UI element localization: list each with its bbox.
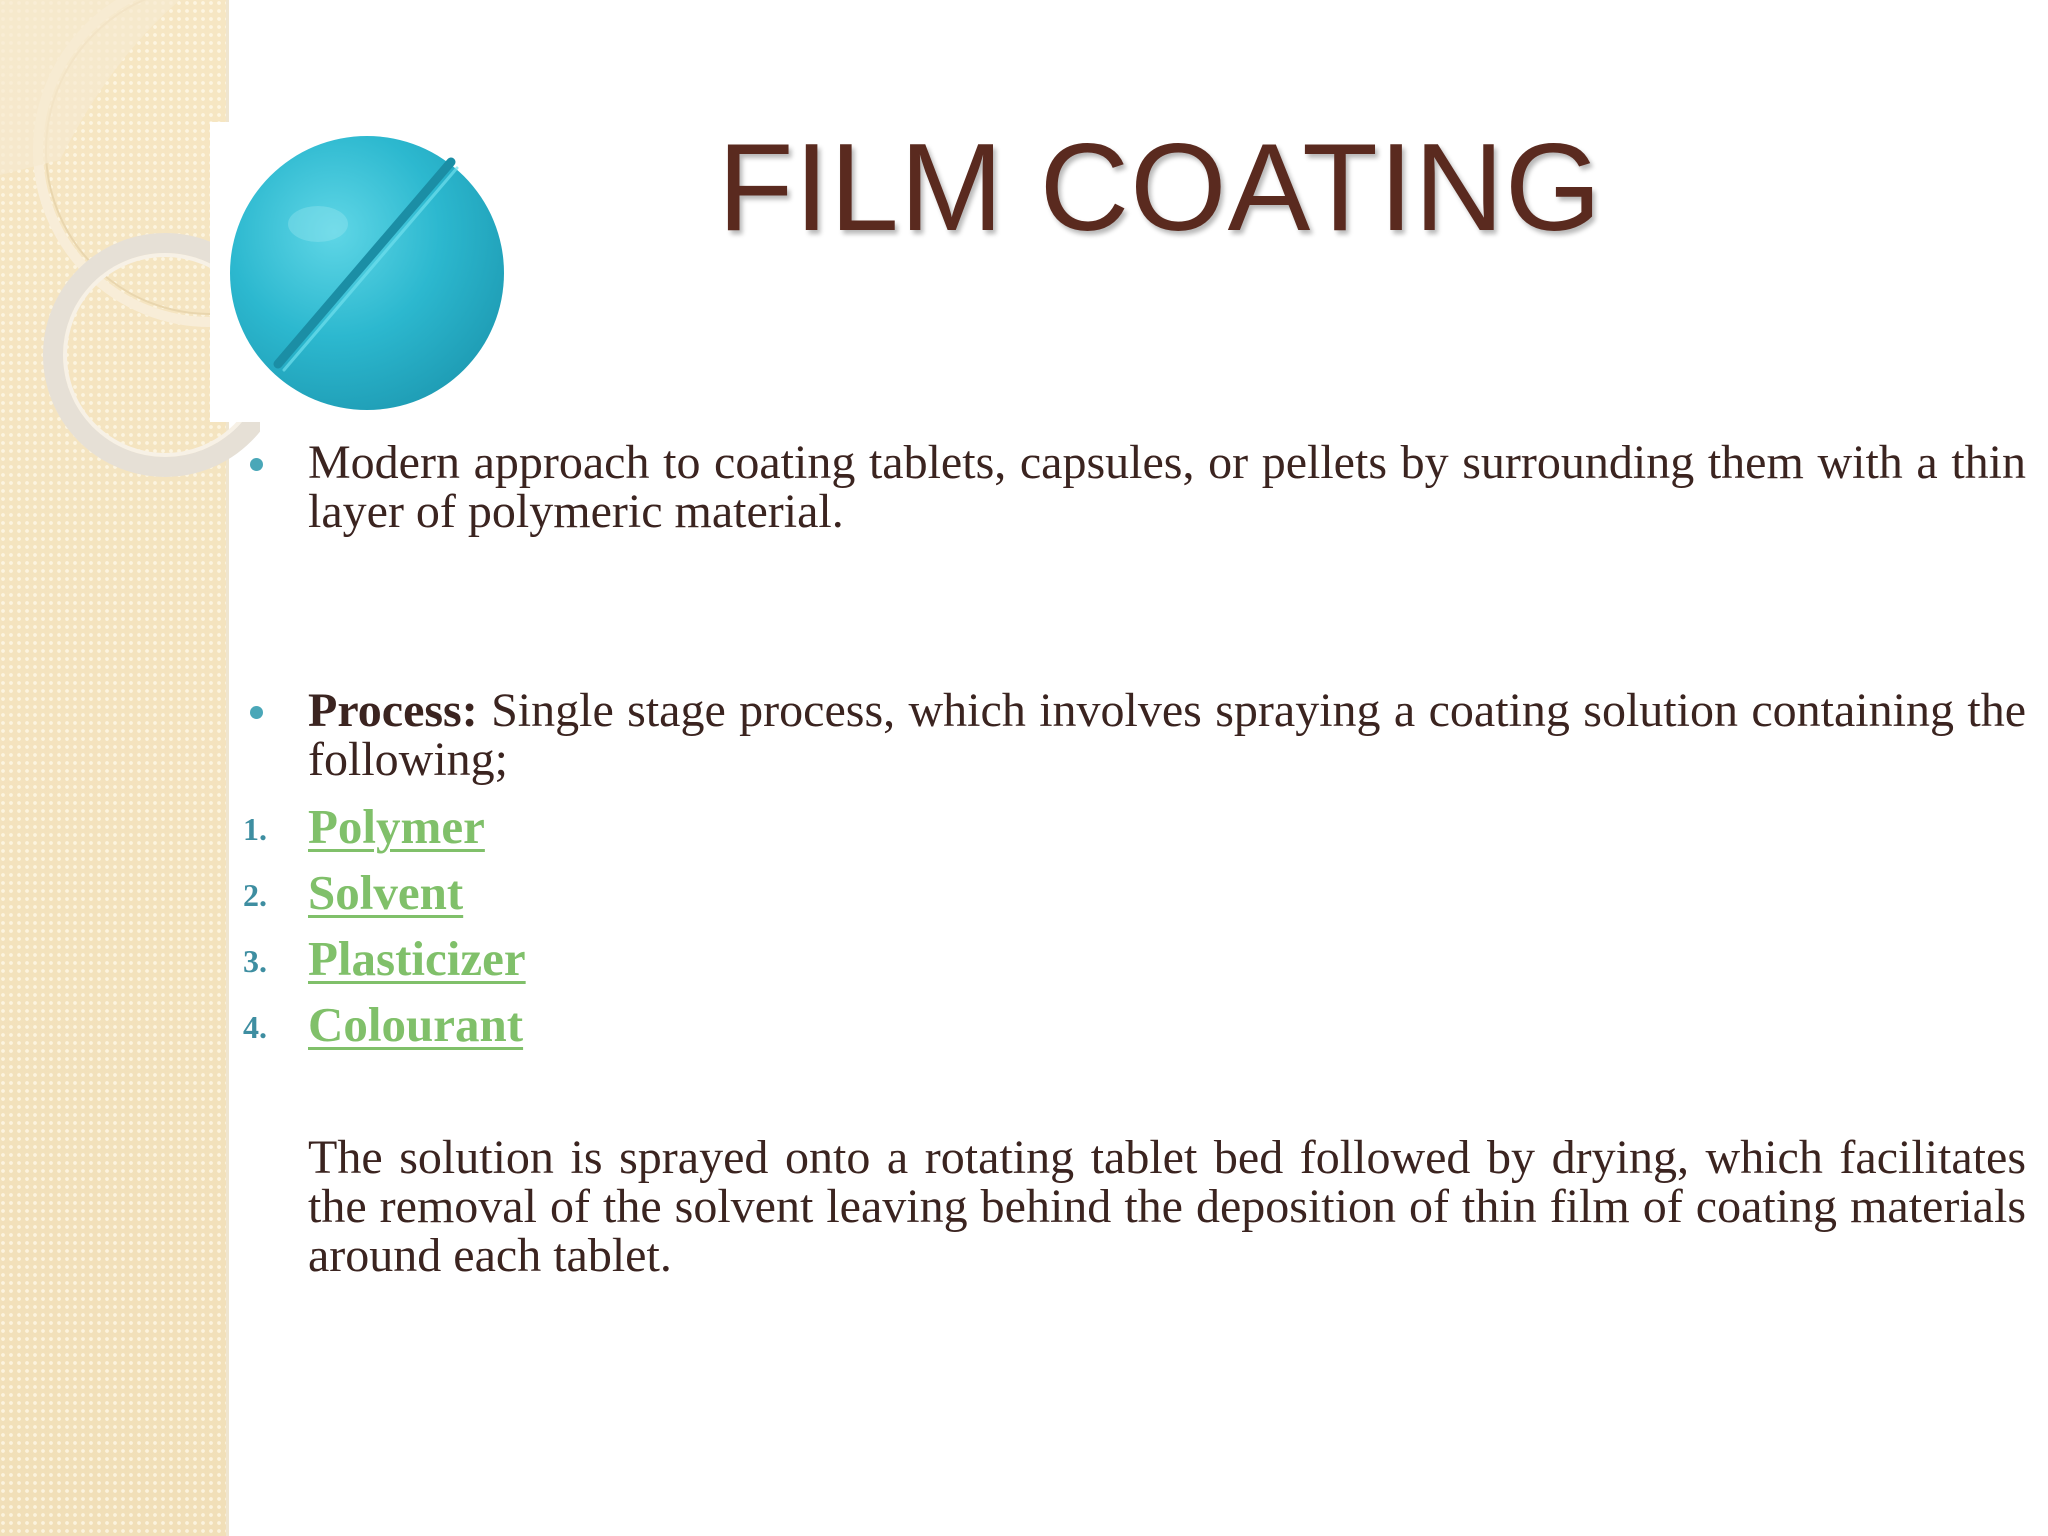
link-solvent[interactable]: Solvent bbox=[308, 865, 464, 920]
list-number: 3. bbox=[243, 943, 267, 979]
bullet-marker bbox=[250, 458, 263, 471]
link-plasticizer[interactable]: Plasticizer bbox=[308, 931, 526, 986]
bullet-text-modern-approach: Modern approach to coating tablets, capsules, or pellets by surrounding them with a thin layer of polymeric material. bbox=[308, 436, 2026, 538]
list-number: 1. bbox=[243, 811, 267, 847]
list-number: 2. bbox=[243, 877, 267, 913]
paragraph-solution-description: The solution is sprayed onto a rotating tablet bed followed by drying, which facilitates the removal of the solvent leaving behind the deposition of thin film of coating materials around each tablet. bbox=[308, 1131, 2026, 1282]
list-number: 4. bbox=[243, 1009, 267, 1045]
process-label: Process: bbox=[308, 684, 478, 737]
blue-tablet-icon bbox=[226, 132, 508, 414]
bullet-text-process bbox=[308, 686, 2026, 784]
bullet-marker bbox=[250, 706, 263, 719]
slide-title: FILM COATING bbox=[717, 119, 1603, 257]
link-colourant[interactable]: Colourant bbox=[308, 997, 524, 1052]
link-polymer[interactable]: Polymer bbox=[308, 799, 485, 854]
process-text: Single stage process, which involves spraying a coating solution containing the following; bbox=[308, 684, 2026, 786]
